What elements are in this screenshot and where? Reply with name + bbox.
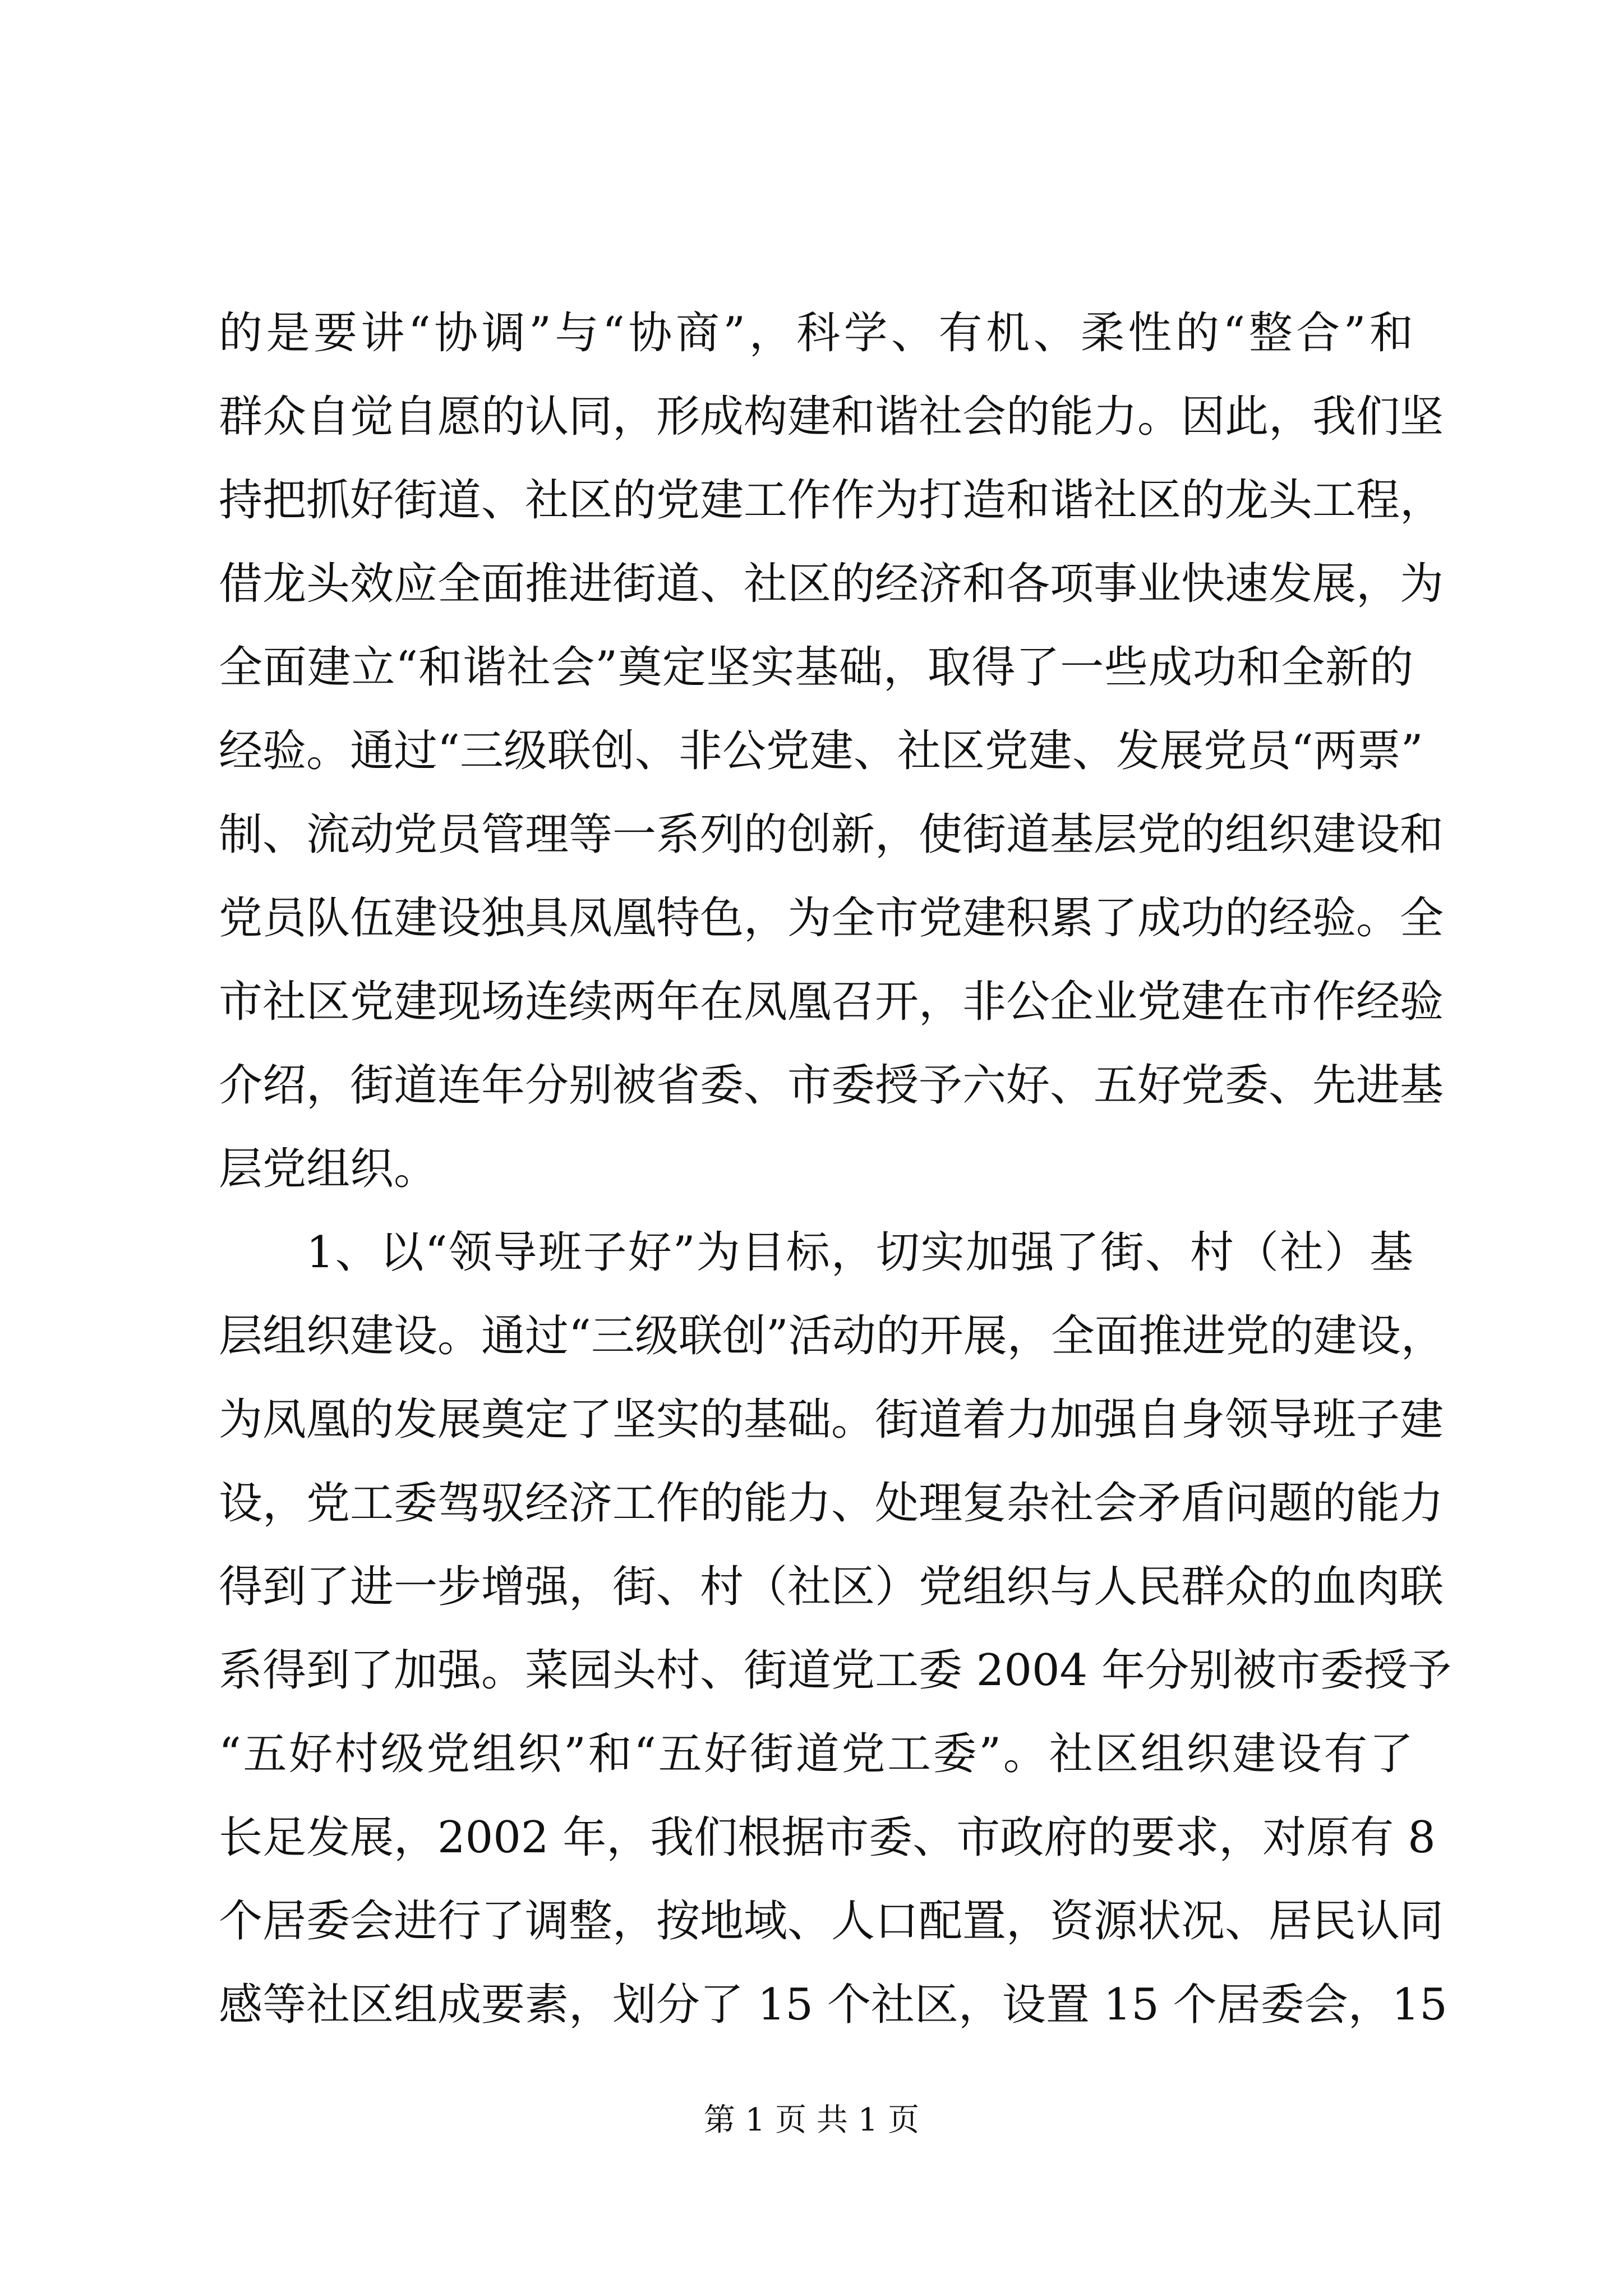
text-line: 为凤凰的发展奠定了坚实的基础。街道着力加强自身领导班子建	[219, 1395, 1444, 1445]
paragraph-section-1	[219, 1211, 1452, 2047]
text-line: 1、以“领导班子好”为目标，切实加强了街、村（社）基	[306, 1227, 1413, 1278]
text-line: 群众自觉自愿的认同，形成构建和谐社会的能力。因此，我们坚	[219, 392, 1444, 442]
text-line: 市社区党建现场连续两年在凤凰召开，非公企业党建在市作经验	[219, 977, 1444, 1027]
text-line: 党员队伍建设独具凤凰特色，为全市党建积累了成功的经验。全	[219, 893, 1444, 944]
text-line: “五好村级党组织”和“五好街道党工委”。社区组织建设有了	[219, 1729, 1413, 1779]
text-line: 感等社区组成要素，划分了 15 个社区，设置 15 个居委会，15	[219, 1980, 1447, 2030]
text-line: 借龙头效应全面推进街道、社区的经济和各项事业快速发展，为	[219, 559, 1444, 609]
page-footer	[0, 2101, 1623, 2140]
text-line: 介绍，街道连年分别被省委、市委授予六好、五好党委、先进基	[219, 1060, 1444, 1111]
text-line: 长足发展，2002 年，我们根据市委、市政府的要求，对原有 8	[219, 1812, 1436, 1863]
text-line: 层组织建设。通过“三级联创”活动的开展，全面推进党的建设，	[219, 1311, 1445, 1361]
text-line: 设，党工委驾驭经济工作的能力、处理复杂社会矛盾问题的能力	[219, 1478, 1444, 1529]
text-line: 全面建立“和谐社会”奠定坚实基础，取得了一些成功和全新的	[219, 642, 1413, 693]
page-number: 第 1 页 共 1 页	[703, 2102, 920, 2138]
text-line: 系得到了加强。菜园头村、街道党工委 2004 年分别被市委授予	[219, 1645, 1452, 1696]
paragraph-intro	[219, 292, 1444, 1211]
text-line: 层党组织。	[219, 1144, 438, 1194]
text-line: 制、流动党员管理等一系列的创新，使街道基层党的组织建设和	[219, 809, 1444, 860]
text-line: 个居委会进行了调整，按地域、人口配置，资源状况、居民认同	[219, 1896, 1444, 1947]
text-line: 得到了进一步增强，街、村（社区）党组织与人民群众的血肉联	[219, 1562, 1444, 1612]
text-line: 的是要讲“协调”与“协商”，科学、有机、柔性的“整合”和	[219, 308, 1413, 358]
text-line: 经验。通过“三级联创、非公党建、社区党建、发展党员“两票”	[219, 726, 1423, 776]
text-line: 持把抓好街道、社区的党建工作作为打造和谐社区的龙头工程，	[219, 475, 1444, 526]
body-text	[219, 292, 1452, 2047]
